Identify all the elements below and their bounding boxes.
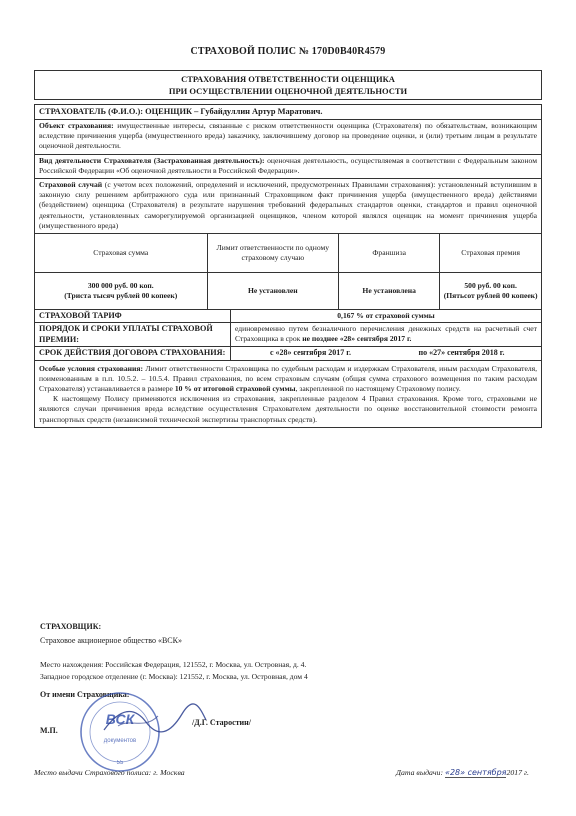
sum-value: 300 000 руб. 00 коп.	[87, 281, 154, 291]
issue-date-year: 2017 г.	[506, 768, 529, 777]
header-franchise: Франшиза	[339, 234, 440, 273]
activity-label: Вид деятельности Страхователя (Застрахованная деятельность):	[39, 155, 265, 165]
insurer-label: СТРАХОВЩИК:	[40, 622, 102, 631]
special-text-1: Лимит ответственности Страховщика по судебным расходам и издержкам Страхователя, иным расходам Страхователя, поименованным в п.п. 10.5.2. – 10.5.4. Правил страхования, по всем страховым случаям (общая сумма страхового возмещения по таким расходам Страхователя) устанавливается в размере	[39, 363, 537, 394]
term-from: с «28» сентября 2017 г.	[269, 348, 352, 358]
object-block	[35, 120, 541, 155]
tariff-row	[35, 310, 541, 323]
insurer-address-1: Место нахождения: Российская Федерация, 121552, г. Москва, ул. Островная, д. 4.	[40, 660, 307, 669]
payment-text-block	[231, 323, 541, 346]
tariff-value: 0,167 % от страховой суммы	[337, 311, 435, 321]
cell-limit: Не установлен	[207, 273, 339, 310]
object-label: Объект страхования:	[39, 121, 114, 130]
stamp-logo-text: ВСК	[105, 711, 135, 727]
stamp-number: 55	[116, 760, 124, 766]
signer-name: /Д.Г. Старостин/	[192, 718, 251, 727]
event-label: Страховой случай	[39, 180, 103, 190]
policy-header-box	[34, 70, 542, 100]
payment-label: ПОРЯДОК И СРОКИ УПЛАТЫ СТРАХОВОЙ ПРЕМИИ:	[35, 323, 231, 346]
term-to: по «27» сентября 2018 г.	[418, 348, 505, 358]
activity-text: оценочная деятельность, осуществляемая в соответствии с Федеральным законом Российской Федерации «Об оценочной деятельности в Российской Федерации».	[39, 155, 537, 175]
policy-title: СТРАХОВОЙ ПОЛИС № 170D0B40R4579	[190, 46, 386, 57]
activity-block	[35, 155, 541, 179]
issue-date	[396, 768, 529, 777]
stamp-sub-text: документов	[103, 738, 137, 744]
issue-date-label: Дата выдачи:	[396, 768, 444, 777]
sum-table	[35, 234, 541, 310]
cell-sum	[35, 273, 207, 310]
object-text: имущественные интересы, связанные с риском ответственности оценщика (Страхователя) по обязательствам, возникающим вследствие причинения ущерба (имущественного вреда) заказчику, заключившему договор на проведение оценки, и (или) третьим лицам в результате оценочной деятельности.	[39, 121, 537, 151]
payment-deadline: не позднее «28» сентября 2017 г.	[302, 334, 412, 344]
sum-words: (Триста тысяч рублей 00 копеек)	[64, 291, 178, 301]
cell-premium	[440, 273, 541, 310]
issue-date-handwritten: «28» сентября	[445, 768, 507, 777]
header-line-1: СТРАХОВАНИЯ ОТВЕТСТВЕННОСТИ ОЦЕНЩИКА	[181, 74, 395, 84]
header-line-2: ПРИ ОСУЩЕСТВЛЕНИИ ОЦЕНОЧНОЙ ДЕЯТЕЛЬНОСТИ	[168, 86, 408, 96]
payment-text: единовременно путем безналичного перечисления денежных средств на расчетный счет Страховщика в срок	[235, 324, 537, 344]
premium-words: (Пятьсот рублей 00 копеек)	[443, 291, 538, 301]
mp-label: М.П.	[40, 726, 58, 735]
special-text-3: К настоящему Полису применяются исключения из страхования, закрепленные разделом 4 Правил страхования. Кроме того, страховыми не являются случаи причинения вреда вследствие осуществления Страхователем деятельности по оценке восстановительной стоимости ремонта транспортных средств (независимой технической экспертизы транспортных средств).	[39, 394, 537, 424]
term-dates	[231, 347, 541, 359]
special-label: Особые условия страхования:	[39, 363, 144, 373]
insurer-name: Страховое акционерное общество «ВСК»	[40, 636, 182, 645]
insured-line: СТРАХОВАТЕЛЬ (Ф.И.О.): ОЦЕНЩИК – Губайдуллин Артур Маратович.	[35, 105, 541, 120]
issue-place: Место выдачи Страхового полиса: г. Москва	[34, 768, 185, 777]
term-label: СРОК ДЕЙСТВИЯ ДОГОВОРА СТРАХОВАНИЯ:	[35, 347, 231, 359]
signer-label: От имени Страховщика:	[40, 690, 130, 699]
event-block	[35, 179, 541, 234]
header-premium: Страховая премия	[440, 234, 541, 273]
premium-value: 500 руб. 00 коп.	[464, 281, 517, 291]
special-text-2: , закрепленной по настоящему Страховому полису.	[295, 384, 461, 394]
cell-franchise: Не установлена	[339, 273, 440, 310]
payment-row	[35, 323, 541, 347]
header-limit: Лимит ответственности по одному страховому случаю	[207, 234, 339, 273]
insurer-address-2: Западное городское отделение (г. Москва): 121552, г. Москва, ул. Островная, дом 4	[40, 672, 308, 681]
header-sum: Страховая сумма	[35, 234, 207, 273]
signature-scribble	[100, 700, 210, 740]
special-bold: 10 % от итоговой страховой суммы	[174, 384, 296, 394]
special-conditions-block	[35, 361, 541, 427]
tariff-label: СТРАХОВОЙ ТАРИФ	[35, 310, 231, 322]
event-text: (с учетом всех положений, определений и исключений, предусмотренных Правилами страхования): установленный вступившим в законную силу решением арбитражного суда или признанный Страховщиком факт причинения ущерба (имущественного вреда) действиями (бездействием) оценщика (Страхователя) в результате нарушения требований федеральных стандартов оценки, стандартов и правил оценочной деятельности, установленных саморегулируемой организацией оценщиков, членом которой являлся оценщик на момент причинения ущерба (имущественного вреда)	[39, 180, 537, 230]
term-row	[35, 347, 541, 360]
policy-main-box	[34, 104, 542, 428]
